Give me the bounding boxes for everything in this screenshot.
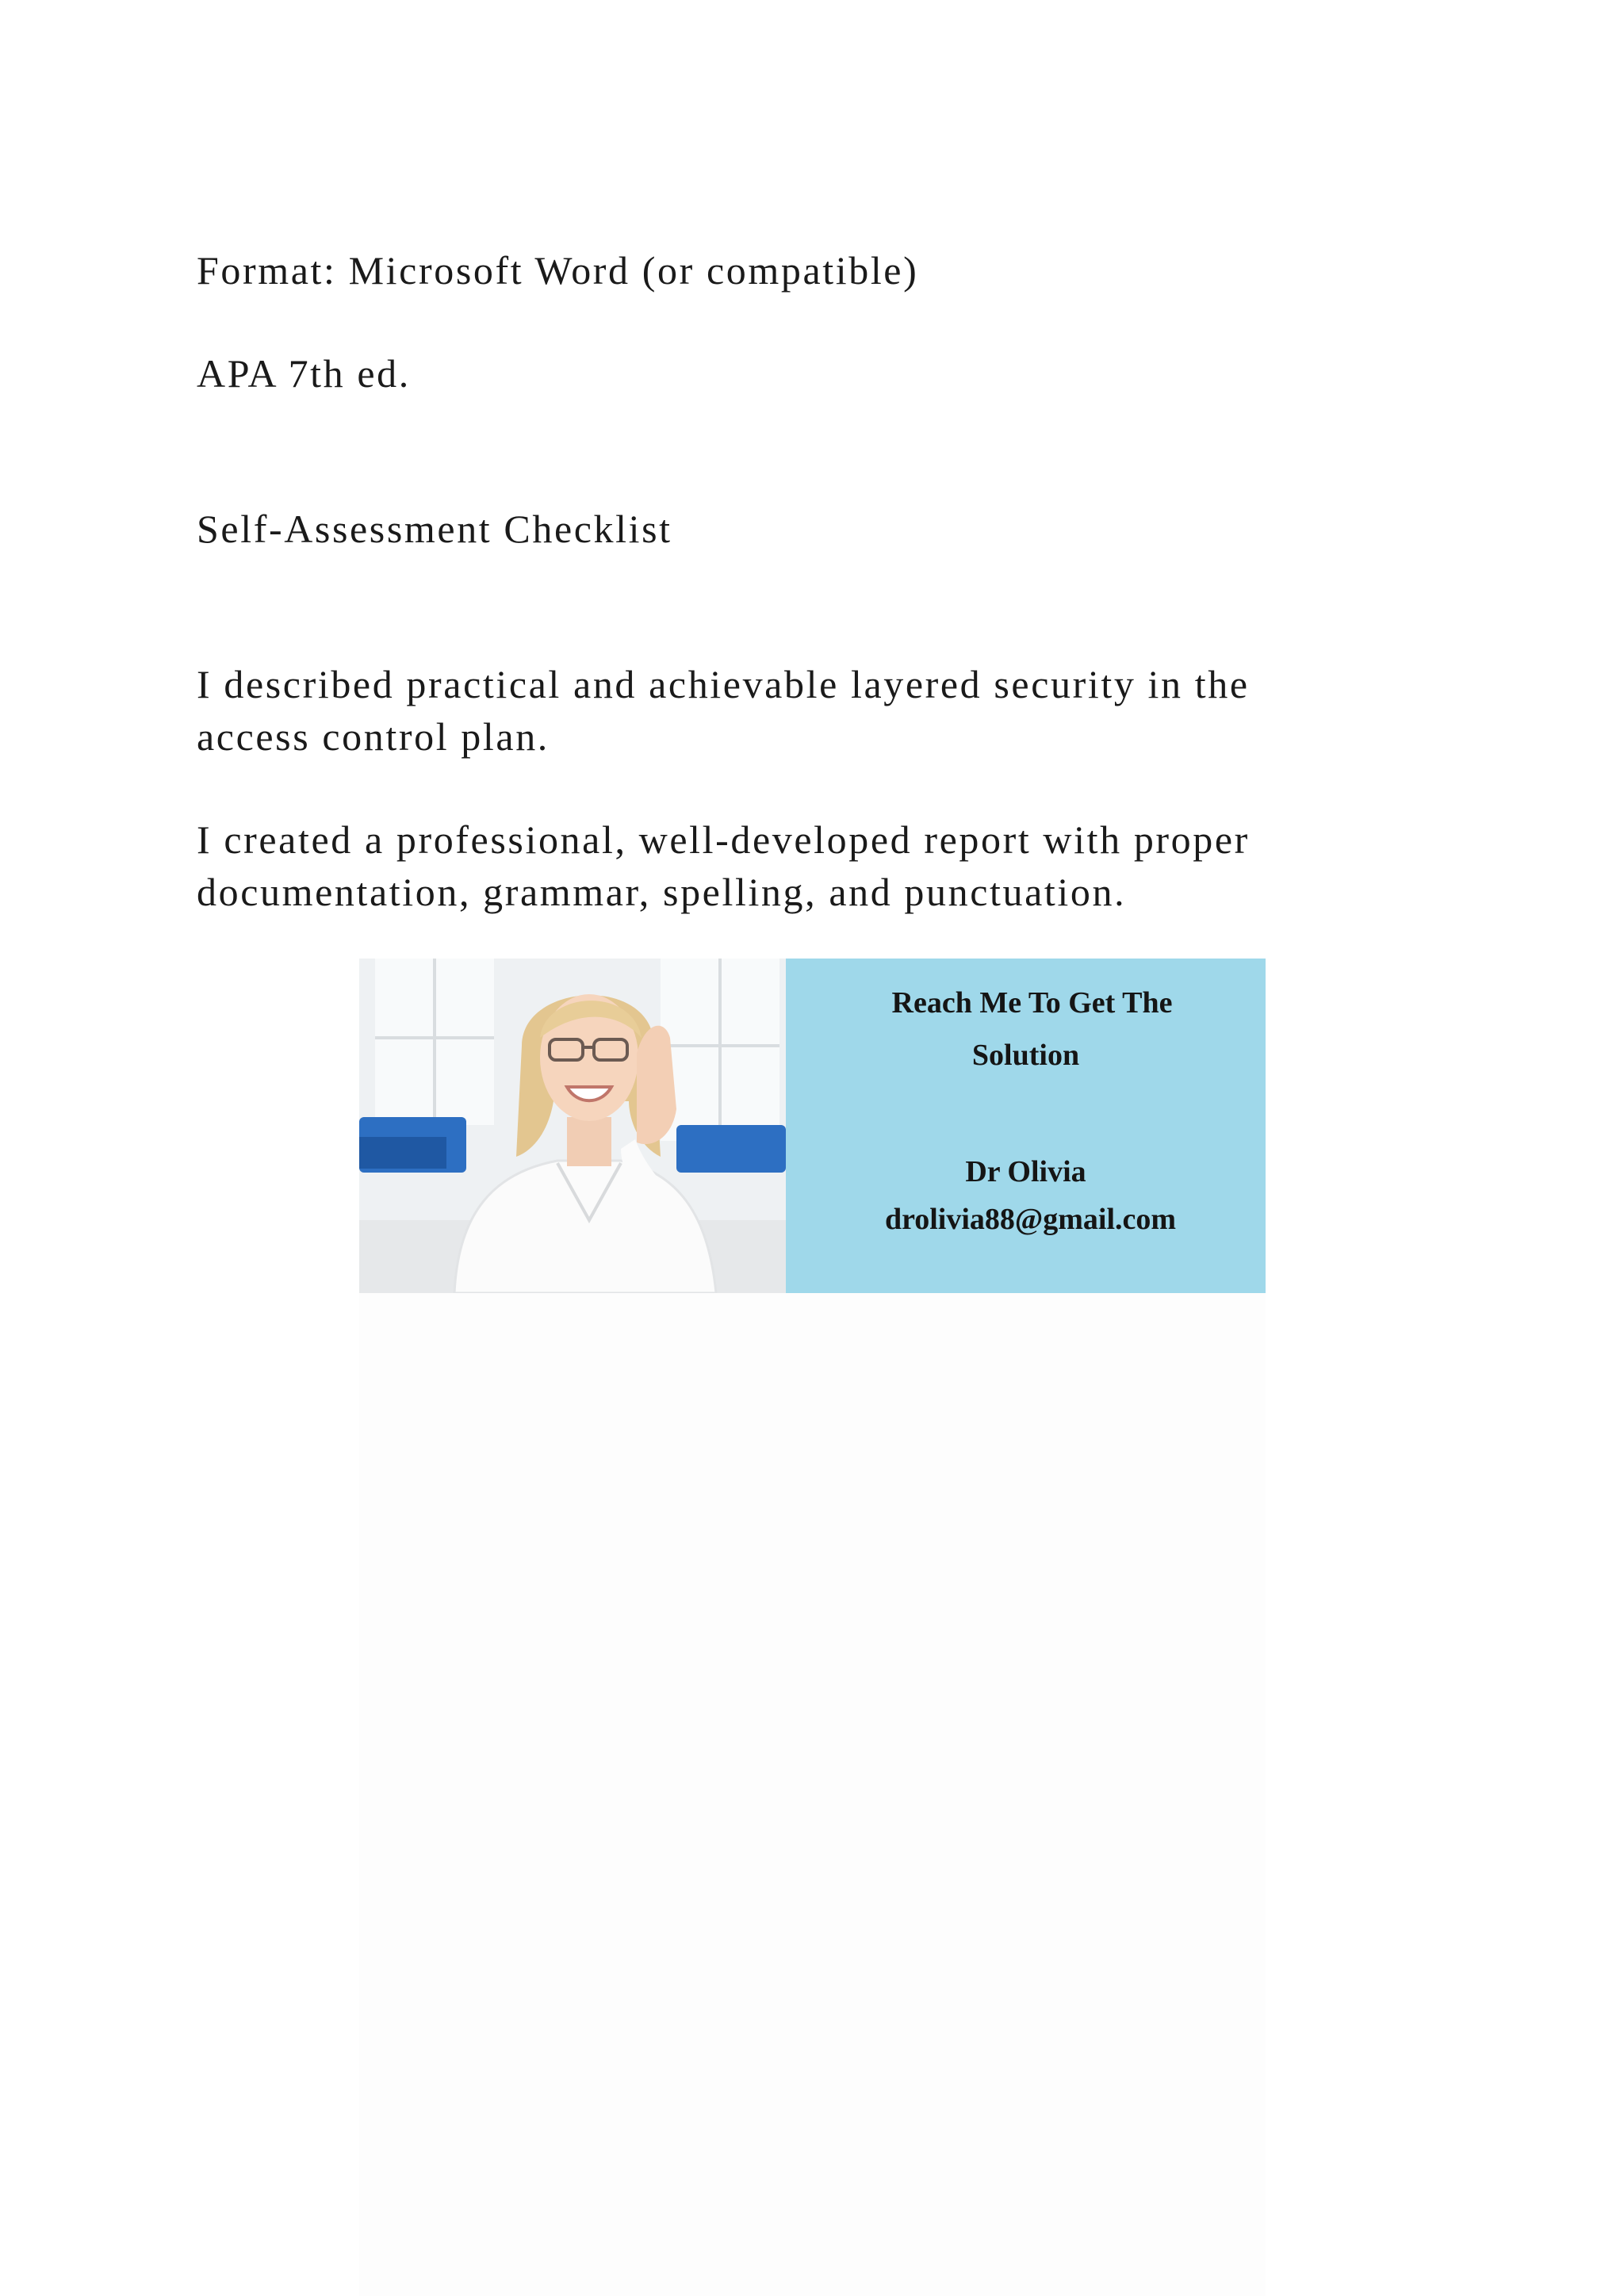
contact-ad-banner <box>359 959 1266 1293</box>
ad-heading-line-2: Solution <box>971 1039 1080 1072</box>
format-text: Format: Microsoft Word (or compatible) <box>197 248 919 293</box>
checklist-item-1-line-1: I described practical and achievable layered security in the <box>197 662 1250 706</box>
contact-email: drolivia88@gmail.com <box>884 1203 1177 1236</box>
smiling-woman-photo-icon <box>359 959 786 1293</box>
checklist-item-1-line-2: access control plan. <box>197 714 550 759</box>
checklist-item-2-line-1: I created a professional, well-developed report with proper <box>197 817 1250 862</box>
checklist-title-text: Self-Assessment Checklist <box>197 507 672 551</box>
format-line <box>197 244 1434 297</box>
checklist-item-layered-security <box>197 658 1434 763</box>
checklist-item-professional-report <box>197 813 1434 918</box>
photo-illustration <box>359 959 786 1293</box>
apa-line <box>197 347 1434 400</box>
ad-heading-line-1: Reach Me To Get The <box>891 986 1173 1020</box>
checklist-item-2-line-2: documentation, grammar, spelling, and punctuation. <box>197 870 1127 914</box>
checklist-title <box>197 503 1434 555</box>
contact-info-panel <box>786 959 1266 1293</box>
contact-name: Dr Olivia <box>965 1155 1086 1188</box>
apa-text: APA 7th ed. <box>197 351 411 396</box>
empty-page-area <box>359 1293 1266 2296</box>
